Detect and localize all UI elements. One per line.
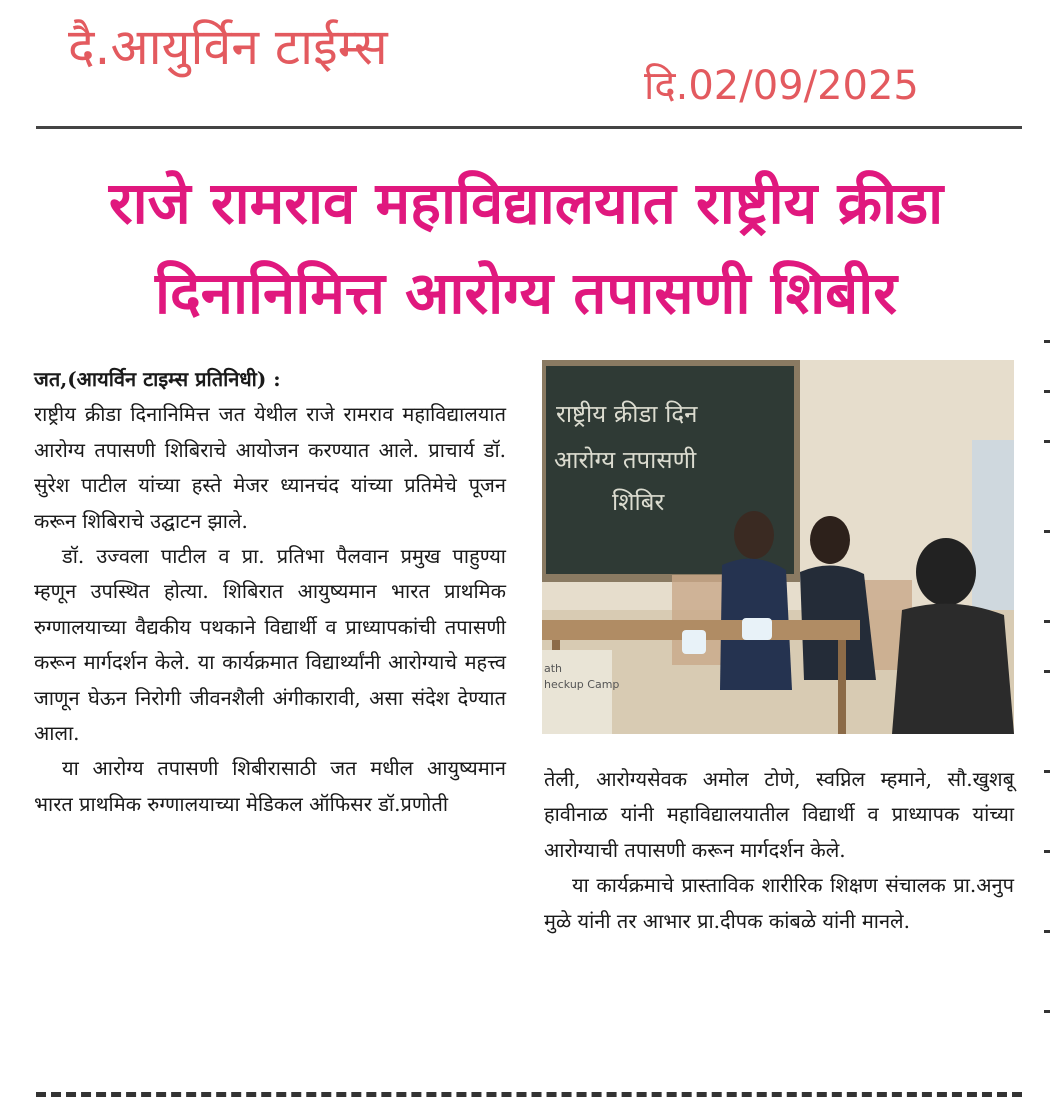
edge-mark bbox=[1044, 1010, 1050, 1013]
article-headline bbox=[40, 158, 1012, 338]
right-paragraph-1: तेली, आरोग्यसेवक अमोल टोणे, स्वप्निल म्हमाने, सौ.खुशबू हावीनाळ यांनी महाविद्यालयातील विद्यार्थी व प्राध्यापक यांच्या आरोग्याची तपासणी करून मार्गदर्शन केले. bbox=[544, 767, 1014, 862]
left-column bbox=[34, 362, 506, 822]
banner-text-2: heckup Camp bbox=[544, 678, 620, 691]
doctor-head bbox=[734, 511, 774, 559]
byline: जत,(आयर्विन टाइम्स प्रतिनिधी) : bbox=[34, 367, 281, 391]
window bbox=[972, 440, 1014, 630]
headline-line-2: दिनानिमित्त आरोग्य तपासणी शिबीर bbox=[154, 259, 898, 327]
edge-mark bbox=[1044, 440, 1050, 443]
board-text-line-1: राष्ट्रीय क्रीडा दिन bbox=[556, 400, 698, 428]
left-paragraph-1: राष्ट्रीय क्रीडा दिनानिमित्त जत येथील राजे रामराव महाविद्यालयात आरोग्य तपासणी शिबिराचे आयोजन करण्यात आले. प्राचार्य डॉ. सुरेश पाटील यांच्या हस्ते मेजर ध्यानचंद यांच्या प्रतिमेचे पूजन करून शिबिराचे उद्घाटन झाले. bbox=[34, 402, 506, 533]
left-paragraph-3: या आरोग्य तपासणी शिबीरासाठी जत मधील आयुष्यमान भारत प्राथमिक रुग्णालयाच्या मेडिकल ऑफिसर डॉ.प्रणोती bbox=[34, 756, 506, 816]
waiting-student-body bbox=[892, 604, 1014, 734]
edge-mark bbox=[1044, 770, 1050, 773]
right-paragraph-2: या कार्यक्रमाचे प्रास्ताविक शारीरिक शिक्षण संचालक प्रा.अनुप मुळे यांनी तर आभार प्रा.दीपक कांबळे यांनी मानले. bbox=[544, 873, 1014, 933]
edge-mark bbox=[1044, 390, 1050, 393]
edge-mark bbox=[1044, 340, 1050, 343]
headline-line-1: राजे रामराव महाविद्यालयात राष्ट्रीय क्रीडा bbox=[108, 169, 944, 237]
edge-mark bbox=[1044, 670, 1050, 673]
board-text-line-3: शिबिर bbox=[612, 488, 665, 516]
edge-mark bbox=[1044, 930, 1050, 933]
water-bottle-1 bbox=[682, 630, 706, 654]
board-text-line-2: आरोग्य तपासणी bbox=[554, 446, 697, 474]
edge-mark bbox=[1044, 850, 1050, 853]
table-leg-right bbox=[838, 640, 846, 734]
publication-date: दि.02/09/2025 bbox=[644, 63, 919, 109]
neighbouring-column-edge bbox=[1044, 330, 1052, 1090]
right-column bbox=[544, 762, 1014, 939]
newspaper-masthead: दै.आयुर्विन टाईम्स bbox=[68, 18, 388, 76]
top-rule bbox=[36, 126, 1022, 129]
banner-text-1: ath bbox=[544, 662, 563, 675]
edge-mark bbox=[1044, 620, 1050, 623]
waiting-student-head bbox=[916, 538, 976, 606]
health-camp-photo-illustration bbox=[542, 360, 1014, 734]
water-bottle-2 bbox=[742, 618, 772, 640]
article-photo bbox=[542, 360, 1014, 734]
left-paragraph-2: डॉ. उज्वला पाटील व प्रा. प्रतिभा पैलवान प्रमुख पाहुण्या म्हणून उपस्थित होत्या. शिबिरात आयुष्यमान भारत प्राथमिक रुग्णालयाच्या वैद्यकीय पथकाने विद्यार्थी व प्राध्यापकांची तपासणी करून मार्गदर्शन केले. या कार्यक्रमात विद्यार्थ्यांनी आरोग्याचे महत्त्व जाणून घेऊन निरोगी जीवनशैली अंगीकारावी, असा संदेश देण्यात आला. bbox=[34, 544, 506, 746]
bottom-dashed-rule bbox=[36, 1092, 1022, 1097]
student-head bbox=[810, 516, 850, 564]
edge-mark bbox=[1044, 530, 1050, 533]
